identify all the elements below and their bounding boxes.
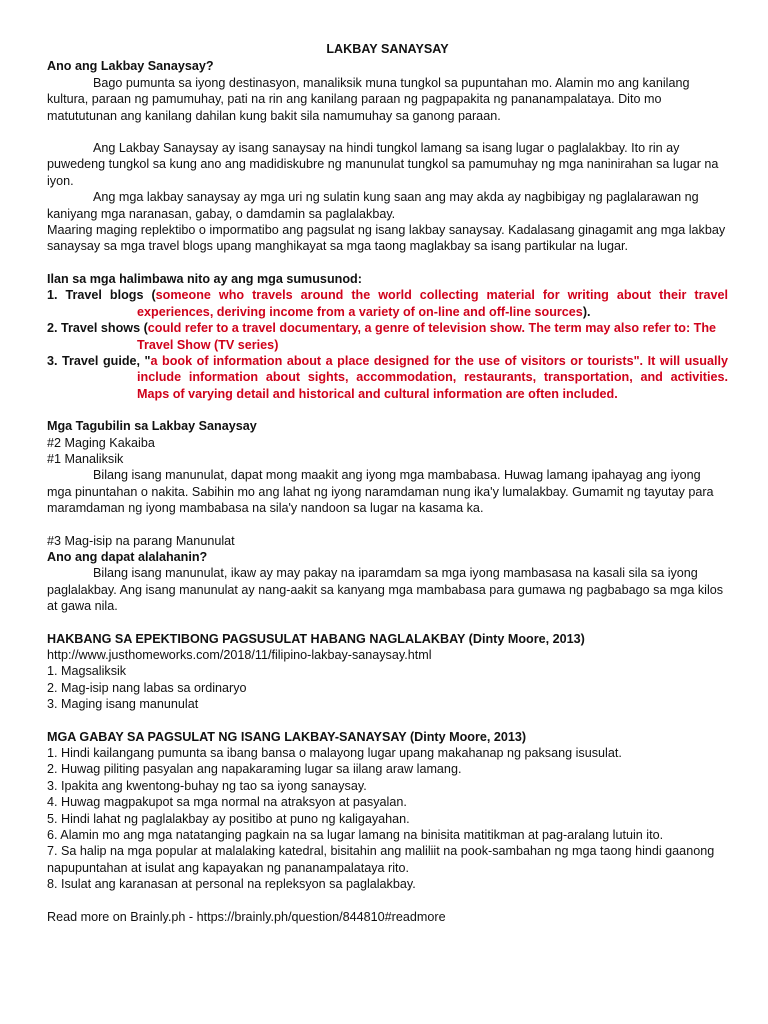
examples-list [47,287,728,402]
list-item: 1. Travel blogs (someone who travels around the world collecting material for writing about their travel experiences, deriving income from a variety of on-line and off-line sources). [47,288,728,319]
list-item: 2. Travel shows (could refer to a travel documentary, a genre of television show. The term may also refer to: The Travel Show (TV series) [47,321,717,352]
list-item: 2. Mag-isip nang labas sa ordinaryo [47,680,247,695]
list-item: 4. Huwag magpakupot sa mga normal na atraksyon at pasyalan. [47,795,407,810]
definition-paragraph: Ang Lakbay Sanaysay ay isang sanaysay na hindi tungkol lamang sa isang lugar o paglalakbay. Ito rin ay puwedeng tungkol sa kung ano ang madidiskubre ng manunulat tungkol sa pamumuhay ng mga naninirahan sa lugar na iyon. [47,141,719,188]
tip-heading: #1 Manaliksik [47,451,124,466]
list-item: 1. Magsaliksik [47,664,127,679]
document-title: LAKBAY SANAYSAY [326,42,449,56]
tip-paragraph: Bilang isang manunulat, ikaw ay may pakay na iparamdam sa mga iyong mambasasa na kasali sila sa iyong paglalakbay. Ang isang manunulat ay nang-aakit sa kanyang mga mambabasa para gumawa ng pagbabago sa mga kilos at gawa nila. [47,566,724,614]
steps-heading: HAKBANG SA EPEKTIBONG PAGSUSULAT HABANG NAGLALAKBAY (Dinty Moore, 2013) [47,631,585,646]
examples-heading: Ilan sa mga halimbawa nito ay ang mga sumusunod: [47,271,362,286]
list-item: 8. Isulat ang karanasan at personal na repleksyon sa paglalakbay. [47,877,416,892]
source-url: http://www.justhomeworks.com/2018/11/filipino-lakbay-sanaysay.html [47,648,432,662]
list-item: 1. Hindi kailangang pumunta sa ibang bansa o malayong lugar upang makahanap ng paksang isusulat. [47,746,622,761]
tip-heading: #3 Mag-isip na parang Manunulat [47,533,235,548]
intro-paragraph: Bago pumunta sa iyong destinasyon, manaliksik muna tungkol sa pupuntahan mo. Alamin mo ang kanilang kultura, paraan ng pamumuhay, pati na rin ang kanilang paraan ng pagpapakita ng pananampalataya. Dito mo matututunan ang kanilang dahilan kung bakit sila namumuhay sa ganong paraan. [47,75,690,123]
guide-heading: MGA GABAY SA PAGSULAT NG ISANG LAKBAY-SANAYSAY (Dinty Moore, 2013) [47,729,527,744]
list-item: 3. Ipakita ang kwentong-buhay ng tao sa iyong sanaysay. [47,778,367,793]
types-paragraph: Ang mga lakbay sanaysay ay mga uri ng sulatin kung saan ang may akda ay nagbibigay ng paglalarawan ng kaniyang mga naranasan, gabay, o damdamin sa paglalakbay. [47,190,699,221]
tip-paragraph: Bilang isang manunulat, dapat mong maakit ang iyong mga mambabasa. Huwag lamang ipahayag ang iyong mga pinuntahan o nakita. Sabihin mo ang lahat ng iyong naramdaman nung ika'y lumalakbay. Gumamit ng tayutay para maramdaman ng iyong mambabasa na sila'y nandoon sa lugar na kasama ka. [47,468,714,516]
list-item: 6. Alamin mo ang mga natatanging pagkain na sa lugar lamang na binisita matitikman at pag-aralang lutuin ito. [47,828,664,843]
list-item: 2. Huwag piliting pasyalan ang napakaraming lugar sa iilang araw lamang. [47,762,462,777]
list-item: 3. Travel guide, "a book of information about a place designed for the use of visitors or tourists". It will usually include information about sights, accommodation, restaurants, transportation, and activities. Maps of varying detail and historical and cultural information are often included. [47,353,728,401]
list-item: 5. Hindi lahat ng paglalakbay ay positibo at puno ng kaligayahan. [47,811,410,826]
tips-heading: Mga Tagubilin sa Lakbay Sanaysay [47,419,257,434]
list-item: 3. Maging isang manunulat [47,697,199,712]
purpose-paragraph: Maaring maging replektibo o impormatibo ang pagsulat ng isang lakbay sanaysay. Kadalasang ginagamit ang mga lakbay sanaysay sa mga travel blogs upang manghikayat sa mga taong maglakbay sa isang partikular na lugar. [47,223,726,254]
tip-heading: #2 Maging Kakaiba [47,435,155,450]
question-heading: Ano ang Lakbay Sanaysay? [47,59,214,74]
list-item: 7. Sa halip na mga popular at malalaking katedral, bisitahin ang maliliit na pook-sambahan ng mga taong hindi gaanong napupuntahan at isulat ang kapayakan ng pananampalataya rito. [47,844,715,875]
tip-question: Ano ang dapat alalahanin? [47,549,208,564]
read-more-link[interactable]: Read more on Brainly.ph - https://brainly.ph/question/844810#readmore [47,909,446,924]
